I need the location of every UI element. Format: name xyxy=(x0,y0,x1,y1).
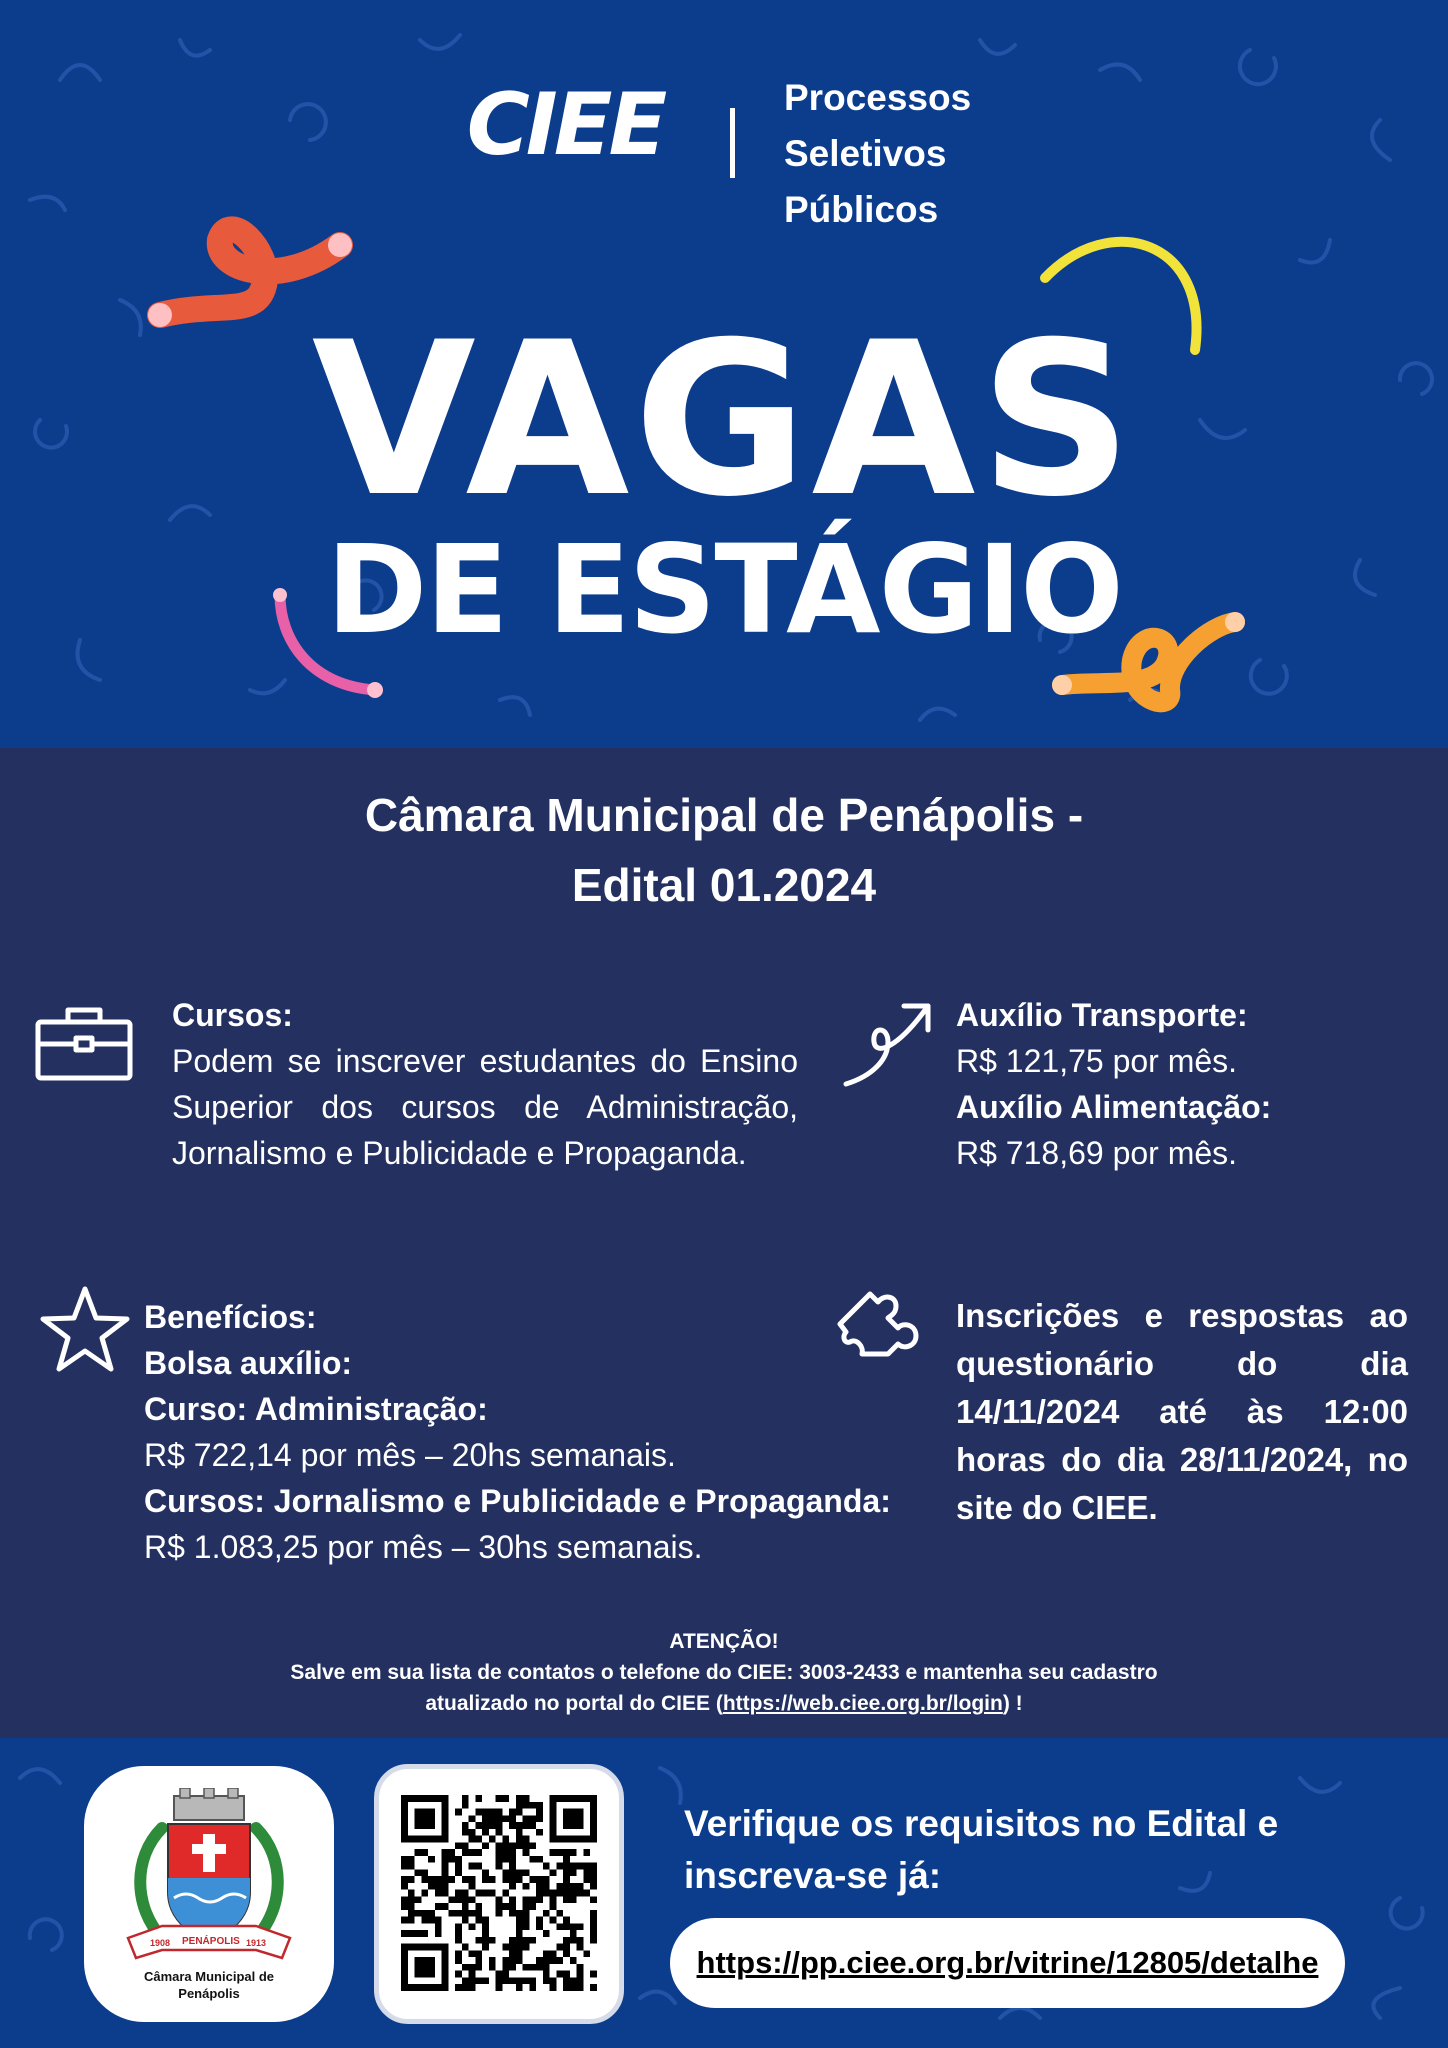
curso2-value: R$ 1.083,25 por mês – 30hs semanais. xyxy=(144,1529,703,1565)
alimentacao-value: R$ 718,69 por mês. xyxy=(956,1135,1238,1171)
transporte-value: R$ 121,75 por mês. xyxy=(956,1043,1238,1079)
edital-url-pill[interactable] xyxy=(670,1918,1345,2008)
attention-heading: ATENÇÃO! xyxy=(669,1630,779,1653)
curso2-heading: Cursos: Jornalismo e Publicidade e Propaganda: xyxy=(144,1483,891,1519)
bolsa-heading: Bolsa auxílio: xyxy=(144,1345,353,1381)
squiggle-arrow-icon xyxy=(842,998,936,1090)
headline-vagas: VAGAS xyxy=(311,296,1137,543)
edital-url-link[interactable]: https://pp.ciee.org.br/vitrine/12805/detalhe xyxy=(696,1945,1319,1980)
emblem-year-right: 1913 xyxy=(246,1938,267,1948)
attention-notice xyxy=(0,1626,1448,1719)
transporte-heading: Auxílio Transporte: xyxy=(956,997,1248,1033)
star-icon xyxy=(40,1284,130,1374)
ciee-logo-group xyxy=(440,70,1040,230)
footer-banner xyxy=(0,1738,1448,2048)
alimentacao-heading: Auxílio Alimentação: xyxy=(956,1089,1272,1125)
camara-emblem-card xyxy=(84,1766,334,2022)
beneficios-section xyxy=(144,1294,904,1570)
attention-line2: atualizado no portal do CIEE (https://web.ciee.org.br/login) ! xyxy=(425,1692,1023,1715)
qr-code-card[interactable] xyxy=(374,1764,624,2024)
cursos-section xyxy=(172,992,798,1176)
auxilios-section xyxy=(956,992,1396,1176)
logo-divider xyxy=(730,108,735,178)
emblem-caption: Câmara Municipal de Penápolis xyxy=(143,1969,275,2001)
attention-line1: Salve em sua lista de contatos o telefone do CIEE: 3003-2433 e mantenha seu cadastro xyxy=(290,1661,1158,1684)
emblem-banner-text: PENÁPOLIS xyxy=(182,1936,240,1947)
cursos-heading: Cursos: xyxy=(172,997,293,1033)
page-title: Câmara Municipal de Penápolis - Edital 01.2024 xyxy=(364,789,1084,911)
curso1-value: R$ 722,14 por mês – 20hs semanais. xyxy=(144,1437,676,1473)
logo-tagline: Processos Seletivos Públicos xyxy=(784,77,972,230)
inscricoes-text: Inscrições e respostas ao questionário do dia 14/11/2024 até às 12:00 horas do dia 28/11/2024, no site do CIEE. xyxy=(956,1297,1408,1526)
cursos-text: Podem se inscrever estudantes do Ensino Superior dos cursos de Administração, Jornalismo e Publicidade e Propaganda. xyxy=(172,1043,798,1171)
ciee-logo: CIEE xyxy=(466,75,664,175)
footer-cta: Verifique os requisitos no Edital e inscreva-se já: xyxy=(684,1803,1279,1896)
briefcase-icon xyxy=(34,1004,134,1084)
qr-code-icon[interactable] xyxy=(401,1795,597,1991)
beneficios-heading: Benefícios: xyxy=(144,1299,317,1335)
header-banner xyxy=(0,0,1448,748)
headline-de-estagio: DE ESTÁGIO xyxy=(326,519,1122,661)
emblem-year-left: 1908 xyxy=(150,1938,171,1948)
ciee-login-link[interactable]: https://web.ciee.org.br/login xyxy=(722,1692,1003,1715)
puzzle-piece-icon xyxy=(832,1284,922,1374)
curso1-heading: Curso: Administração: xyxy=(144,1391,488,1427)
coat-of-arms-icon xyxy=(122,1788,296,1964)
